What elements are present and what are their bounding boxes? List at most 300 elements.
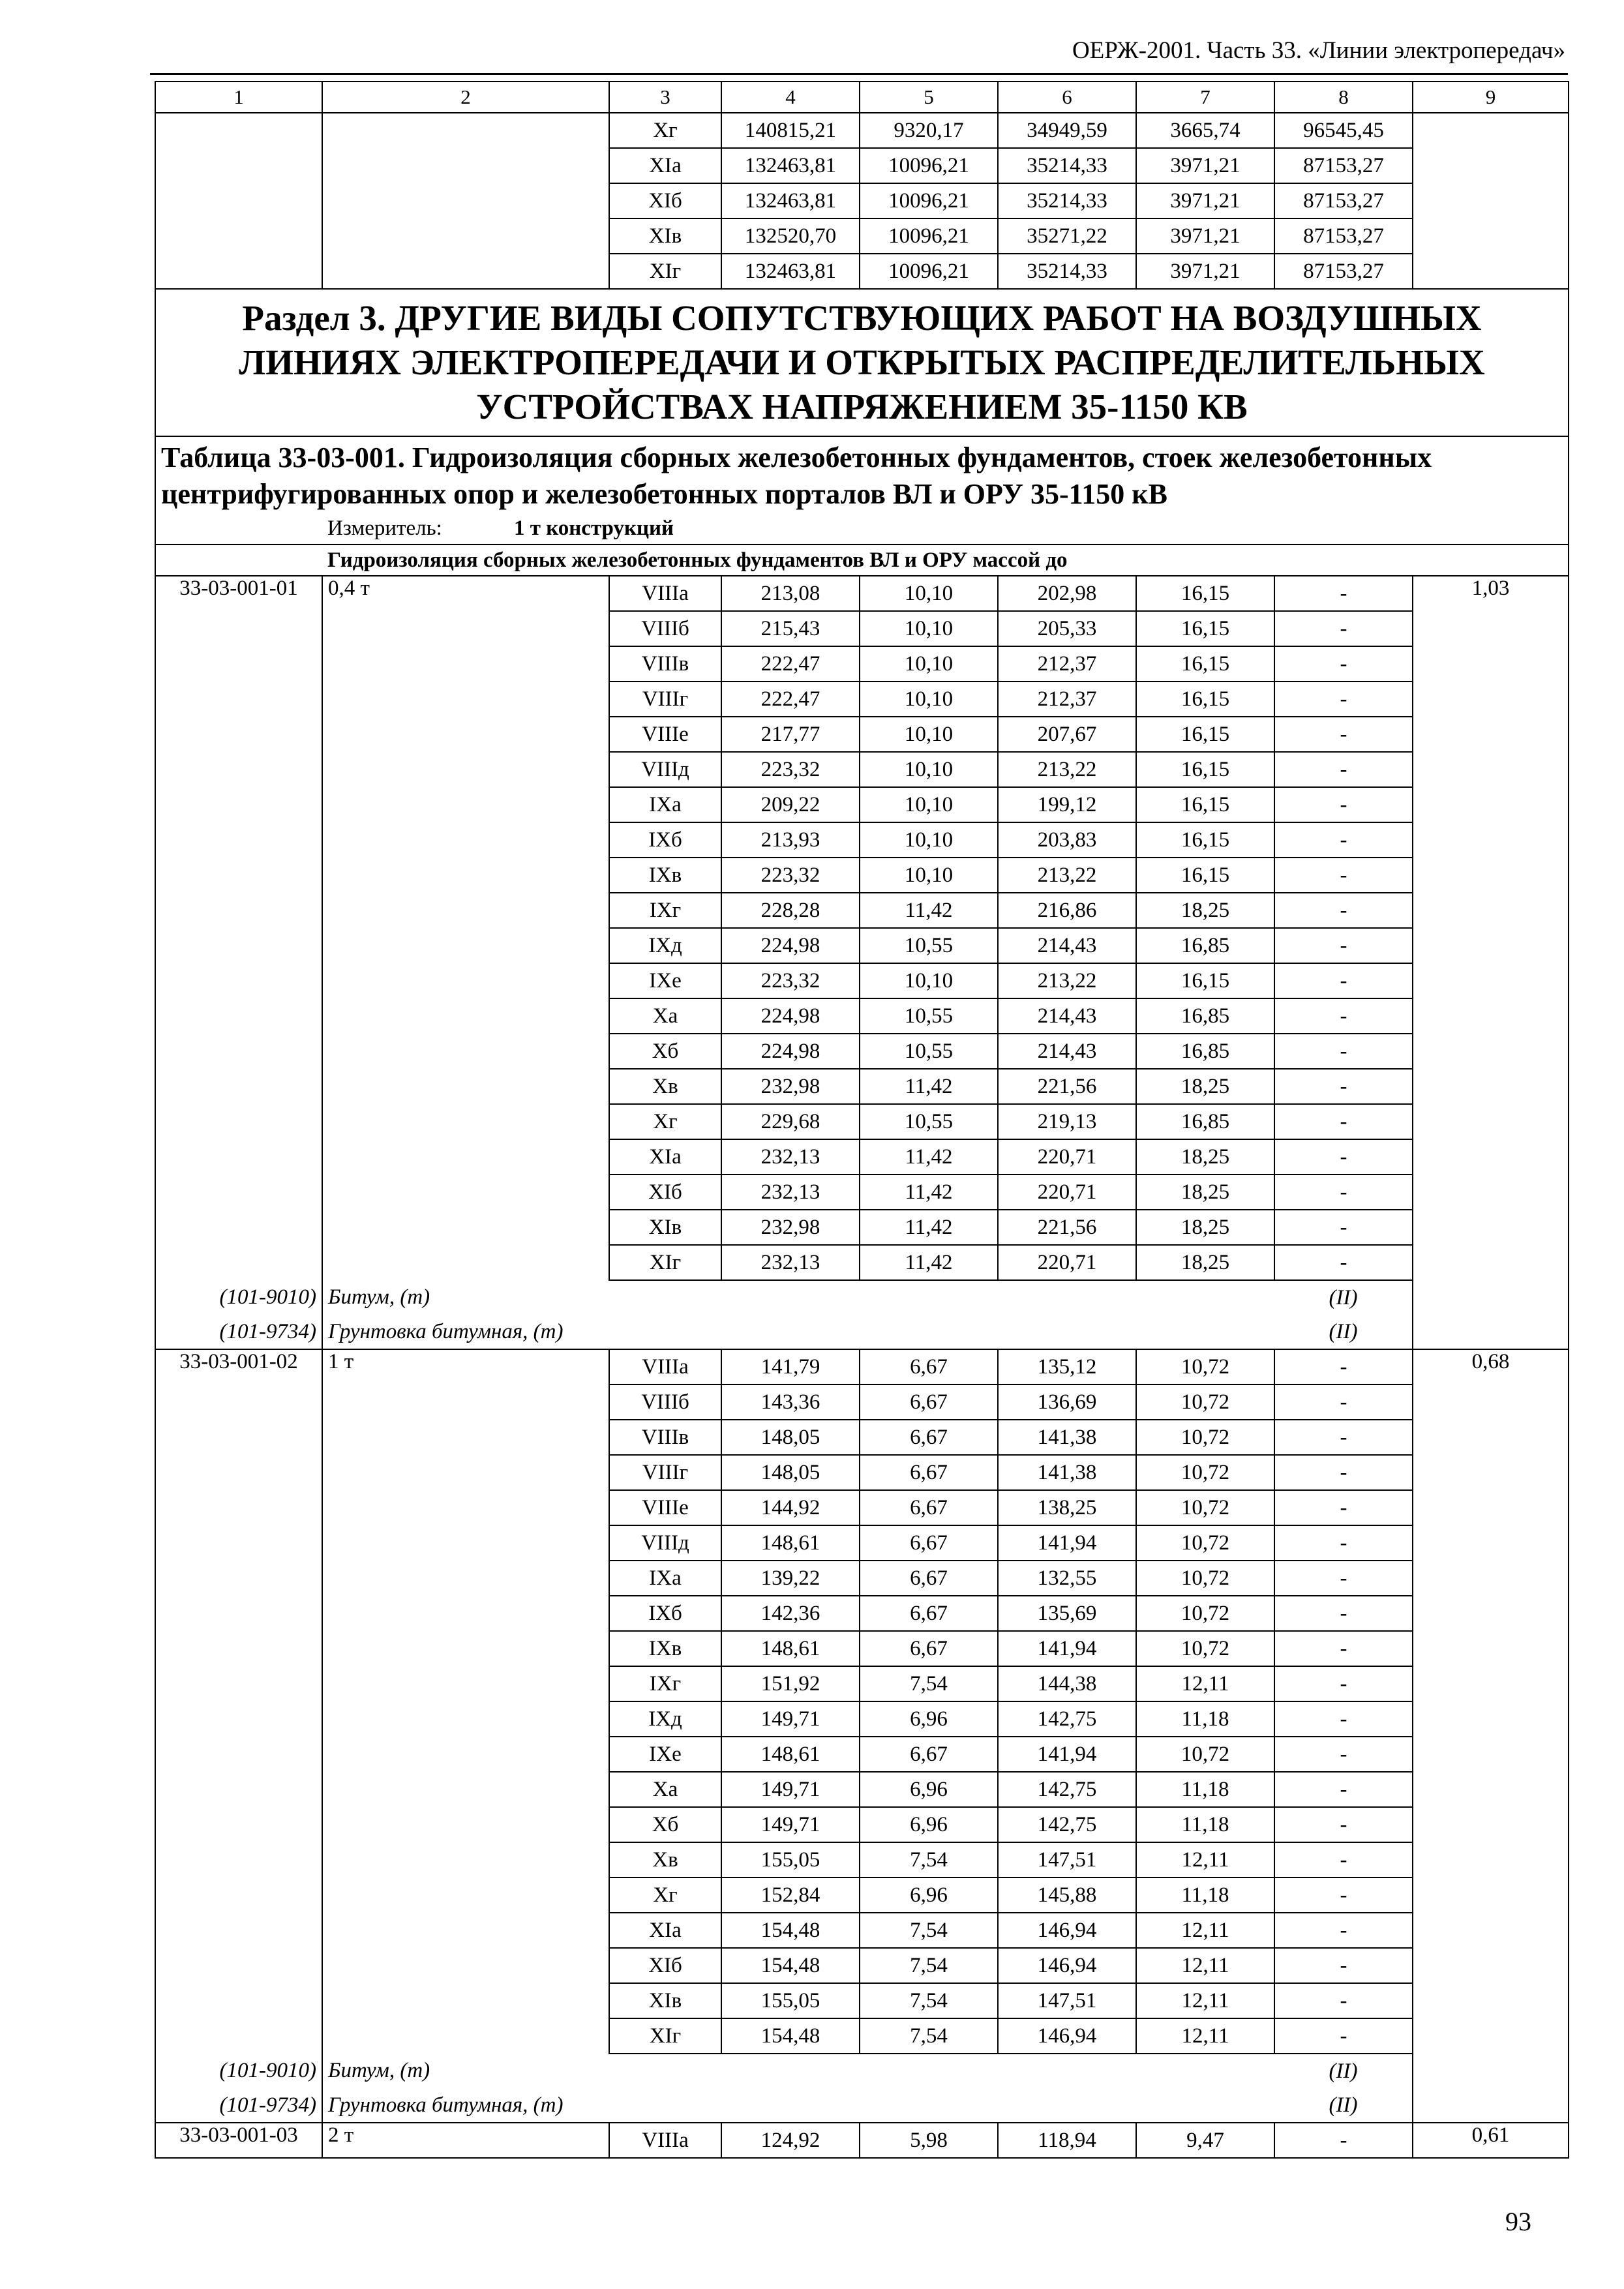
- meter-row: [155, 513, 1569, 545]
- col9-blank: [1413, 1455, 1569, 1490]
- value-cell: 222,47: [721, 681, 860, 717]
- value-cell: 202,98: [998, 576, 1136, 611]
- material-code: (101-9734): [155, 2088, 322, 2123]
- value-cell: 141,79: [721, 1349, 860, 1384]
- value-cell: 6,67: [860, 1596, 998, 1631]
- value-cell: -: [1274, 752, 1413, 787]
- value-cell: 132463,81: [721, 148, 860, 183]
- code-cell: [155, 254, 322, 289]
- section-title: Раздел 3. ДРУГИЕ ВИДЫ СОПУТСТВУЮЩИХ РАБОТ НА ВОЗДУШНЫХ ЛИНИЯХ ЭЛЕКТРОПЕРЕДАЧИ И ОТКРЫТЫХ РАСПРЕДЕЛИТЕЛЬНЫХ УСТРОЙСТВАХ НАПРЯЖЕНИЕМ 35-1150 КВ: [155, 289, 1569, 436]
- value-cell: 148,05: [721, 1420, 860, 1455]
- zone-cell: Xв: [609, 1842, 721, 1878]
- value-cell: 11,42: [860, 1139, 998, 1174]
- value-cell: 145,88: [998, 1878, 1136, 1913]
- material-empty: [609, 1280, 721, 1315]
- value-cell: 11,18: [1136, 1878, 1274, 1913]
- value-cell: 142,75: [998, 1807, 1136, 1842]
- value-cell: 3971,21: [1136, 218, 1274, 254]
- column-number: 4: [721, 82, 860, 113]
- norm-code-blank: [155, 822, 322, 858]
- zone-cell: Xг: [609, 1104, 721, 1139]
- value-cell: 12,11: [1136, 1913, 1274, 1948]
- value-cell: 155,05: [721, 1842, 860, 1878]
- zone-cell: IXг: [609, 893, 721, 928]
- norm-code: 33-03-001-02: [155, 1349, 322, 1384]
- value-cell: 10,10: [860, 858, 998, 893]
- norm-code-blank: [155, 1666, 322, 1701]
- col9-blank: [1413, 752, 1569, 787]
- norm-name-blank: [322, 998, 609, 1034]
- value-cell: 138,25: [998, 1490, 1136, 1525]
- material-empty: [860, 2054, 998, 2088]
- table-row: [155, 576, 1569, 611]
- zone-cell: IXа: [609, 787, 721, 822]
- col9-blank: [1413, 1631, 1569, 1666]
- value-cell: -: [1274, 646, 1413, 681]
- material-row: [155, 1315, 1569, 1349]
- table-row: [155, 1913, 1569, 1948]
- value-cell: 12,11: [1136, 2018, 1274, 2054]
- value-cell: 6,96: [860, 1772, 998, 1807]
- value-cell: 223,32: [721, 963, 860, 998]
- value-cell: -: [1274, 822, 1413, 858]
- value-cell: 142,75: [998, 1772, 1136, 1807]
- norm-name-blank: [322, 2018, 609, 2054]
- table-row: [155, 1034, 1569, 1069]
- col9-blank: [1413, 1174, 1569, 1210]
- zone-cell: IXе: [609, 963, 721, 998]
- value-cell: 146,94: [998, 1948, 1136, 1983]
- table-row: [155, 1525, 1569, 1561]
- value-cell: 214,43: [998, 1034, 1136, 1069]
- value-cell: -: [1274, 998, 1413, 1034]
- norm-code-blank: [155, 1210, 322, 1245]
- value-cell: 10,10: [860, 611, 998, 646]
- col9-blank: [1413, 2018, 1569, 2054]
- value-cell: 16,15: [1136, 858, 1274, 893]
- col9-blank: [1413, 611, 1569, 646]
- col9-cell: [1413, 113, 1569, 148]
- norm-code-blank: [155, 1174, 322, 1210]
- col9-blank: [1413, 2088, 1569, 2123]
- norm-name-blank: [322, 1525, 609, 1561]
- zone-cell: XIб: [609, 1174, 721, 1210]
- value-cell: 16,85: [1136, 928, 1274, 963]
- norm-name-blank: [322, 1807, 609, 1842]
- value-cell: -: [1274, 1807, 1413, 1842]
- material-value: (II): [1274, 2054, 1413, 2088]
- col9-blank: [1413, 1280, 1569, 1315]
- zone-cell: IXе: [609, 1737, 721, 1772]
- zone-cell: IXб: [609, 822, 721, 858]
- value-cell: 213,08: [721, 576, 860, 611]
- zone-cell: VIIIе: [609, 1490, 721, 1525]
- value-cell: 142,36: [721, 1596, 860, 1631]
- table-row: [155, 1455, 1569, 1490]
- value-cell: -: [1274, 681, 1413, 717]
- value-cell: 12,11: [1136, 1842, 1274, 1878]
- code-cell: [155, 113, 322, 148]
- zone-cell: Xг: [609, 1878, 721, 1913]
- value-cell: 152,84: [721, 1878, 860, 1913]
- norm-name-blank: [322, 1772, 609, 1807]
- table-row: [155, 1069, 1569, 1104]
- col9-cell: [1413, 148, 1569, 183]
- value-cell: 148,61: [721, 1737, 860, 1772]
- table-row: [155, 1666, 1569, 1701]
- value-cell: 18,25: [1136, 1210, 1274, 1245]
- material-empty: [609, 2088, 721, 2123]
- value-cell: 132,55: [998, 1561, 1136, 1596]
- value-cell: 228,28: [721, 893, 860, 928]
- value-cell: -: [1274, 1666, 1413, 1701]
- value-cell: 221,56: [998, 1210, 1136, 1245]
- value-cell: 12,11: [1136, 1948, 1274, 1983]
- norm-name-blank: [322, 1913, 609, 1948]
- value-cell: 10096,21: [860, 148, 998, 183]
- value-cell: 232,98: [721, 1069, 860, 1104]
- table-row: [155, 1983, 1569, 2018]
- norm-code-blank: [155, 2018, 322, 2054]
- norm-name-blank: [322, 1034, 609, 1069]
- value-cell: -: [1274, 1701, 1413, 1737]
- value-cell: 12,11: [1136, 1666, 1274, 1701]
- material-code: (101-9734): [155, 1315, 322, 1349]
- value-cell: 11,42: [860, 1245, 998, 1280]
- value-cell: 7,54: [860, 2018, 998, 2054]
- value-cell: 10,10: [860, 822, 998, 858]
- norm-name-blank: [322, 1174, 609, 1210]
- norm-code-blank: [155, 1701, 322, 1737]
- material-name: Битум, (т): [322, 2054, 609, 2088]
- zone-cell: VIIIа: [609, 1349, 721, 1384]
- value-cell: 10,72: [1136, 1737, 1274, 1772]
- column-number: 9: [1413, 82, 1569, 113]
- col9-blank: [1413, 1701, 1569, 1737]
- value-cell: 3971,21: [1136, 183, 1274, 218]
- value-cell: 6,67: [860, 1455, 998, 1490]
- value-cell: 149,71: [721, 1807, 860, 1842]
- value-cell: 3971,21: [1136, 148, 1274, 183]
- zone-cell: Xа: [609, 998, 721, 1034]
- zone-cell: VIIIг: [609, 681, 721, 717]
- value-cell: 10,72: [1136, 1455, 1274, 1490]
- zone-cell: IXд: [609, 1701, 721, 1737]
- value-cell: 16,85: [1136, 998, 1274, 1034]
- col9-blank: [1413, 1561, 1569, 1596]
- value-cell: -: [1274, 1034, 1413, 1069]
- col9-value: 0,68: [1413, 1349, 1569, 1384]
- zone-cell: VIIIе: [609, 717, 721, 752]
- norm-name-blank: [322, 1737, 609, 1772]
- material-empty: [721, 2054, 860, 2088]
- value-cell: 6,96: [860, 1807, 998, 1842]
- meter-value: 1 т конструкций: [514, 516, 674, 540]
- value-cell: 10,55: [860, 928, 998, 963]
- norm-name-blank: [322, 1210, 609, 1245]
- page-number: 93: [1505, 2207, 1531, 2236]
- value-cell: 16,15: [1136, 646, 1274, 681]
- norms-table: [155, 81, 1569, 2159]
- value-cell: 148,61: [721, 1525, 860, 1561]
- value-cell: 214,43: [998, 928, 1136, 963]
- norm-code-blank: [155, 928, 322, 963]
- col9-blank: [1413, 646, 1569, 681]
- value-cell: 10096,21: [860, 183, 998, 218]
- value-cell: 16,15: [1136, 752, 1274, 787]
- col9-blank: [1413, 1878, 1569, 1913]
- value-cell: 10,72: [1136, 1561, 1274, 1596]
- col9-blank: [1413, 1104, 1569, 1139]
- table-row: [155, 611, 1569, 646]
- value-cell: 10,72: [1136, 1525, 1274, 1561]
- value-cell: 16,85: [1136, 1034, 1274, 1069]
- table-row: [155, 1701, 1569, 1737]
- col9-cell: [1413, 218, 1569, 254]
- value-cell: 147,51: [998, 1983, 1136, 2018]
- subtitle: Гидроизоляция сборных железобетонных фундаментов ВЛ и ОРУ массой до: [155, 545, 1569, 576]
- norm-code-blank: [155, 1772, 322, 1807]
- material-empty: [609, 1315, 721, 1349]
- value-cell: 154,48: [721, 1948, 860, 1983]
- value-cell: 3971,21: [1136, 254, 1274, 289]
- value-cell: 6,96: [860, 1878, 998, 1913]
- norm-name-blank: [322, 1104, 609, 1139]
- value-cell: 16,15: [1136, 963, 1274, 998]
- value-cell: 220,71: [998, 1139, 1136, 1174]
- value-cell: 16,15: [1136, 681, 1274, 717]
- value-cell: 10,10: [860, 752, 998, 787]
- value-cell: 10,10: [860, 963, 998, 998]
- value-cell: 155,05: [721, 1983, 860, 2018]
- value-cell: -: [1274, 1842, 1413, 1878]
- value-cell: -: [1274, 1384, 1413, 1420]
- column-number: 3: [609, 82, 721, 113]
- value-cell: -: [1274, 893, 1413, 928]
- col9-blank: [1413, 1420, 1569, 1455]
- value-cell: 35214,33: [998, 254, 1136, 289]
- norm-name-blank: [322, 1245, 609, 1280]
- zone-cell: XIв: [609, 218, 721, 254]
- value-cell: 10,72: [1136, 1384, 1274, 1420]
- col9-blank: [1413, 1948, 1569, 1983]
- norm-name-blank: [322, 787, 609, 822]
- norm-name-blank: [322, 1878, 609, 1913]
- col9-blank: [1413, 1772, 1569, 1807]
- value-cell: 141,38: [998, 1420, 1136, 1455]
- material-empty: [998, 1315, 1136, 1349]
- value-cell: 10,72: [1136, 1349, 1274, 1384]
- value-cell: 18,25: [1136, 1245, 1274, 1280]
- value-cell: 220,71: [998, 1174, 1136, 1210]
- value-cell: -: [1274, 1596, 1413, 1631]
- norm-code: 33-03-001-03: [155, 2123, 322, 2158]
- value-cell: 213,22: [998, 963, 1136, 998]
- value-cell: 223,32: [721, 858, 860, 893]
- column-number: 1: [155, 82, 322, 113]
- value-cell: -: [1274, 1737, 1413, 1772]
- value-cell: 229,68: [721, 1104, 860, 1139]
- meter-cell: [155, 513, 1569, 545]
- col9-blank: [1413, 1315, 1569, 1349]
- value-cell: 11,42: [860, 1174, 998, 1210]
- table-row: [155, 717, 1569, 752]
- norm-name-blank: [322, 1596, 609, 1631]
- norm-name-blank: [322, 1420, 609, 1455]
- value-cell: 11,18: [1136, 1701, 1274, 1737]
- col9-value: 1,03: [1413, 576, 1569, 611]
- value-cell: 213,22: [998, 858, 1136, 893]
- material-empty: [998, 2054, 1136, 2088]
- table-row: [155, 1104, 1569, 1139]
- material-row: [155, 2054, 1569, 2088]
- norm-name-blank: [322, 1561, 609, 1596]
- col9-blank: [1413, 2054, 1569, 2088]
- value-cell: 16,15: [1136, 822, 1274, 858]
- norm-code-blank: [155, 611, 322, 646]
- value-cell: 214,43: [998, 998, 1136, 1034]
- col9-blank: [1413, 963, 1569, 998]
- value-cell: 6,67: [860, 1490, 998, 1525]
- table-row: [155, 1561, 1569, 1596]
- table-row: [155, 1384, 1569, 1420]
- value-cell: 142,75: [998, 1701, 1136, 1737]
- meter-label: Измеритель:: [327, 516, 442, 540]
- material-code: (101-9010): [155, 1280, 322, 1315]
- zone-cell: IXв: [609, 1631, 721, 1666]
- name-cell: [322, 113, 609, 148]
- norm-code-blank: [155, 646, 322, 681]
- value-cell: 6,67: [860, 1631, 998, 1666]
- norm-code-blank: [155, 787, 322, 822]
- table-body: [155, 82, 1569, 2158]
- value-cell: -: [1274, 1490, 1413, 1525]
- value-cell: -: [1274, 1772, 1413, 1807]
- value-cell: 6,67: [860, 1349, 998, 1384]
- value-cell: 10,72: [1136, 1596, 1274, 1631]
- table-row: [155, 1842, 1569, 1878]
- value-cell: 232,13: [721, 1139, 860, 1174]
- material-value: (II): [1274, 2088, 1413, 2123]
- col9-blank: [1413, 1245, 1569, 1280]
- table-row: [155, 1878, 1569, 1913]
- value-cell: 149,71: [721, 1772, 860, 1807]
- value-cell: -: [1274, 1878, 1413, 1913]
- value-cell: 232,98: [721, 1210, 860, 1245]
- norm-code-blank: [155, 1983, 322, 2018]
- value-cell: -: [1274, 928, 1413, 963]
- col9-blank: [1413, 787, 1569, 822]
- value-cell: 10,72: [1136, 1420, 1274, 1455]
- norm-name-blank: [322, 717, 609, 752]
- table-row: [155, 1737, 1569, 1772]
- value-cell: 219,13: [998, 1104, 1136, 1139]
- norm-code-blank: [155, 998, 322, 1034]
- value-cell: 222,47: [721, 646, 860, 681]
- material-empty: [1136, 1315, 1274, 1349]
- table-row: [155, 1631, 1569, 1666]
- table-row: [155, 1245, 1569, 1280]
- value-cell: -: [1274, 1525, 1413, 1561]
- col9-blank: [1413, 681, 1569, 717]
- norm-code-blank: [155, 1455, 322, 1490]
- material-name: Грунтовка битумная, (т): [322, 2088, 609, 2123]
- col9-cell: [1413, 254, 1569, 289]
- value-cell: 34949,59: [998, 113, 1136, 148]
- col9-value: 0,61: [1413, 2123, 1569, 2158]
- value-cell: 7,54: [860, 1948, 998, 1983]
- material-empty: [1136, 2054, 1274, 2088]
- material-empty: [860, 1315, 998, 1349]
- value-cell: 16,15: [1136, 576, 1274, 611]
- value-cell: 10,55: [860, 1104, 998, 1139]
- table-row: [155, 1807, 1569, 1842]
- norm-code-blank: [155, 1490, 322, 1525]
- norm-name-blank: [322, 963, 609, 998]
- column-number: 2: [322, 82, 609, 113]
- value-cell: 10,72: [1136, 1631, 1274, 1666]
- col9-blank: [1413, 1069, 1569, 1104]
- value-cell: -: [1274, 1455, 1413, 1490]
- col9-blank: [1413, 858, 1569, 893]
- table-row: [155, 787, 1569, 822]
- value-cell: 35214,33: [998, 183, 1136, 218]
- norm-name-blank: [322, 928, 609, 963]
- norm-name-blank: [322, 1490, 609, 1525]
- value-cell: 87153,27: [1274, 183, 1413, 218]
- zone-cell: VIIIа: [609, 2123, 721, 2158]
- running-header: ОЕРЖ-2001. Часть 33. «Линии электропередач»: [1072, 37, 1565, 64]
- norm-code: 33-03-001-01: [155, 576, 322, 611]
- value-cell: -: [1274, 1174, 1413, 1210]
- value-cell: 205,33: [998, 611, 1136, 646]
- value-cell: 87153,27: [1274, 148, 1413, 183]
- col9-blank: [1413, 1034, 1569, 1069]
- value-cell: 16,85: [1136, 1104, 1274, 1139]
- value-cell: 16,15: [1136, 787, 1274, 822]
- table-row: [155, 928, 1569, 963]
- zone-cell: Xб: [609, 1807, 721, 1842]
- table-row: [155, 113, 1569, 148]
- table-row: [155, 646, 1569, 681]
- value-cell: 10,55: [860, 998, 998, 1034]
- code-cell: [155, 148, 322, 183]
- zone-cell: XIб: [609, 183, 721, 218]
- col9-cell: [1413, 183, 1569, 218]
- value-cell: 144,92: [721, 1490, 860, 1525]
- value-cell: 149,71: [721, 1701, 860, 1737]
- norm-code-blank: [155, 1878, 322, 1913]
- material-name: Грунтовка битумная, (т): [322, 1315, 609, 1349]
- col9-blank: [1413, 1384, 1569, 1420]
- value-cell: 141,94: [998, 1737, 1136, 1772]
- material-empty: [998, 2088, 1136, 2123]
- col9-blank: [1413, 1596, 1569, 1631]
- col9-blank: [1413, 1210, 1569, 1245]
- value-cell: 132463,81: [721, 254, 860, 289]
- table-row: [155, 1948, 1569, 1983]
- value-cell: 6,67: [860, 1420, 998, 1455]
- value-cell: -: [1274, 787, 1413, 822]
- table-row: [155, 183, 1569, 218]
- value-cell: 221,56: [998, 1069, 1136, 1104]
- value-cell: 148,61: [721, 1631, 860, 1666]
- norm-code-blank: [155, 1245, 322, 1280]
- value-cell: 232,13: [721, 1245, 860, 1280]
- value-cell: 87153,27: [1274, 218, 1413, 254]
- col9-blank: [1413, 893, 1569, 928]
- col9-blank: [1413, 1807, 1569, 1842]
